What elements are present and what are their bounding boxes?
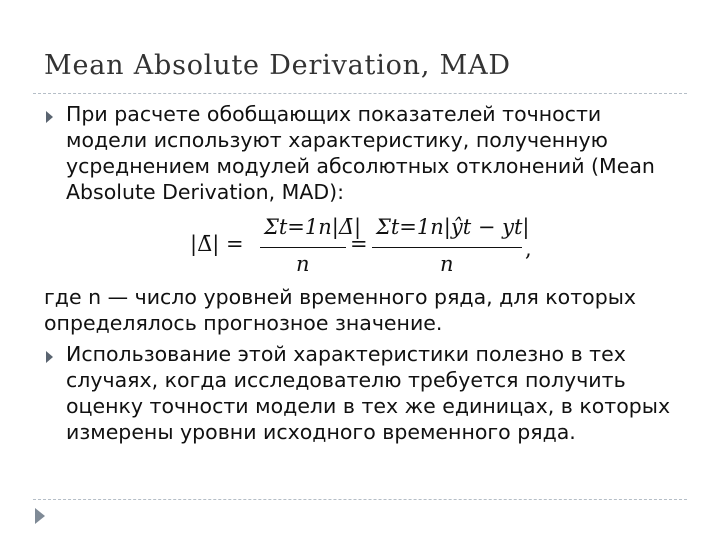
formula-comma: , <box>525 237 532 261</box>
formula-note <box>44 284 636 336</box>
nav-arrow-icon[interactable] <box>35 508 45 524</box>
footer-divider <box>33 499 687 500</box>
mad-formula <box>190 213 535 281</box>
bullet-1-line: При расчете обобщающих показателей точности <box>66 102 602 126</box>
title-divider <box>33 93 687 94</box>
fraction-bar <box>372 247 522 248</box>
bullet-triangle-icon <box>46 351 53 363</box>
fraction-bar <box>260 247 346 248</box>
formula-numerator-1: Σt=1n|Δ̄| <box>264 215 362 239</box>
bullet-1-text <box>66 101 655 205</box>
formula-lhs: |Δ̄| = <box>190 232 244 256</box>
bullet-1-line: модели используют характеристику, полученную <box>66 128 608 152</box>
bullet-2-text <box>66 341 670 445</box>
bullet-1-line: Absolute Derivation, MAD): <box>66 180 345 204</box>
note-line: определялось прогнозное значение. <box>44 311 443 335</box>
bullet-2-line: измерены уровни исходного временного ряда. <box>66 420 576 444</box>
formula-denominator-2: n <box>440 252 454 276</box>
formula-numerator-2: Σt=1n|ŷt − yt| <box>376 215 530 239</box>
formula-equals: = <box>350 232 368 256</box>
note-line: где n — число уровней временного ряда, для которых <box>44 285 637 309</box>
bullet-triangle-icon <box>46 111 53 123</box>
bullet-2-line: оценку точности модели в тех же единицах, в которых <box>66 394 671 418</box>
bullet-2-line: случаях, когда исследователю требуется получить <box>66 368 626 392</box>
slide-title: Mean Absolute Derivation, MAD <box>44 50 511 81</box>
bullet-2-line: Использование этой характеристики полезно в тех <box>66 342 626 366</box>
bullet-1-line: усреднением модулей абсолютных отклонений (Mean <box>66 154 655 178</box>
formula-denominator-1: n <box>296 252 310 276</box>
